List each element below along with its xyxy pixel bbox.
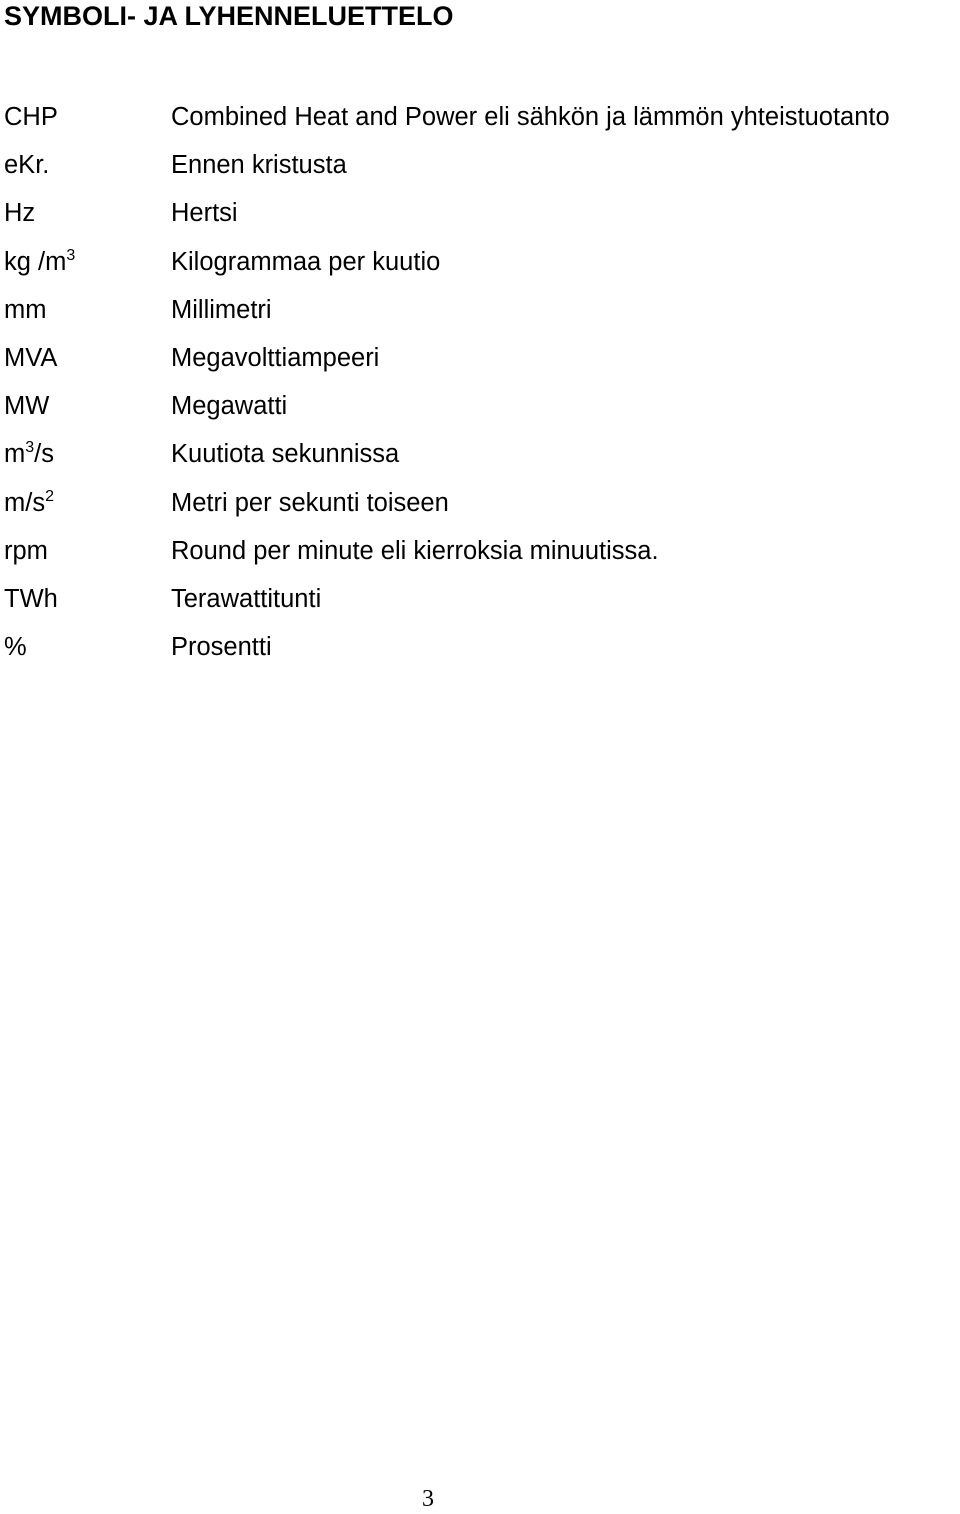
list-item: [4, 289, 960, 337]
symbol: mm: [4, 295, 47, 324]
list-item: [4, 337, 960, 385]
list-item: [4, 530, 960, 578]
description: Terawattitunti: [171, 584, 322, 613]
description: Metri per sekunti toiseen: [171, 488, 449, 517]
description: Megavolttiampeeri: [171, 343, 380, 372]
list-item: [4, 241, 960, 289]
symbol: kg $/m^3$: [4, 246, 76, 276]
list-item: [4, 385, 960, 433]
list-item: [4, 578, 960, 626]
symbol: $m^3/s$: [4, 439, 54, 469]
page-number: 3: [422, 1486, 434, 1512]
symbol: $m/s^2$: [4, 487, 54, 517]
symbol: MVA: [4, 343, 58, 372]
symbol: CHP: [4, 103, 58, 131]
symbol: rpm: [4, 536, 48, 565]
description: Megawatti: [171, 392, 288, 421]
list-item: [4, 433, 960, 481]
symbol: MW: [4, 392, 50, 421]
list-item: [4, 96, 960, 144]
symbol: Hz: [4, 199, 36, 228]
symbol: TWh: [4, 584, 58, 613]
symbol: %: [4, 633, 27, 662]
description: Millimetri: [171, 295, 272, 324]
list-item: [4, 192, 960, 240]
abbreviation-list: [4, 96, 960, 674]
list-item: [4, 626, 960, 674]
symbol: eKr.: [4, 151, 50, 180]
description: Combined Heat and Power eli sähkön ja lämmön yhteistuotanto: [171, 103, 890, 131]
list-item: [4, 482, 960, 530]
page-title: SYMBOLI- JA LYHENNELUETTELO: [4, 1, 454, 31]
list-item: [4, 144, 960, 192]
description: Ennen kristusta: [171, 151, 347, 180]
description: Kuutiota sekunnissa: [171, 440, 400, 469]
description: Prosentti: [171, 633, 272, 662]
description: Hertsi: [171, 199, 238, 228]
description: Kilogrammaa per kuutio: [171, 247, 441, 276]
description: Round per minute eli kierroksia minuutissa.: [171, 536, 659, 565]
